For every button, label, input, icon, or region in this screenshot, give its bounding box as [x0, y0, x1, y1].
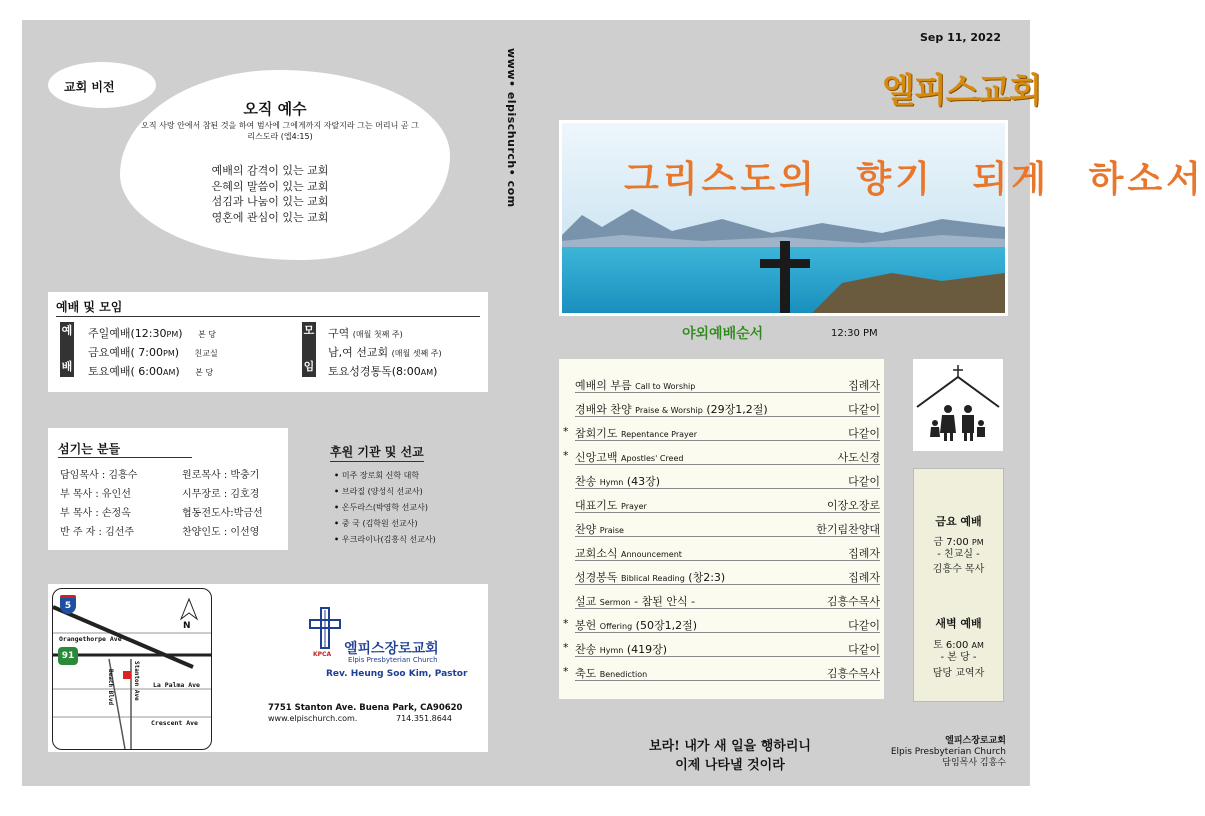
vision-label: 교회 비전: [64, 80, 115, 94]
order-item-leader: 김흥수목사: [826, 667, 880, 680]
worship-heading: 예배 및 모임: [56, 300, 123, 314]
banner-photo: [559, 120, 1205, 316]
worship-box: [48, 292, 488, 392]
route-91-shield-icon: 91: [58, 647, 78, 665]
standing-mark: *: [563, 617, 569, 630]
order-item-leader: 다같이: [848, 427, 880, 440]
street-label: Stanton Ave: [133, 661, 140, 701]
order-item-rule: [575, 536, 880, 537]
church-name-ko: 엘피스장로교회: [344, 641, 439, 657]
dawn-service-time: 토 6:00 AM: [933, 640, 984, 651]
order-item: [559, 593, 884, 617]
cross-silhouette: [780, 241, 790, 313]
order-item-name: 봉헌 Offering (50장1,2절): [575, 619, 697, 632]
order-item-name: 교회소식 Announcement: [575, 547, 682, 560]
order-item-rule: [575, 584, 880, 585]
order-item-leader: 집례자: [848, 547, 880, 560]
vision-title: 오직 예수: [243, 100, 307, 118]
order-item-leader: 집례자: [848, 571, 880, 584]
order-item-rule: [575, 656, 880, 657]
mission-item: • 중 국 (김학원 선교사): [334, 516, 436, 532]
meeting-tag-char: 임: [303, 360, 315, 373]
footer-pastor: 담임목사 김흥수: [942, 758, 1006, 768]
mission-item: • 우크라이나(김흥식 선교사): [334, 532, 436, 548]
meeting-tag-char: 모: [303, 324, 315, 337]
order-item-leader: 다같이: [848, 643, 880, 656]
order-item: [559, 617, 884, 641]
missions-heading: 후원 기관 및 선교: [330, 443, 424, 462]
vision-line: 섬김과 나눔이 있는 교회: [211, 195, 329, 208]
order-item-rule: [575, 440, 880, 441]
family-church-icon: [913, 359, 1003, 451]
servants-rule: [58, 457, 192, 458]
order-item-leader: 집례자: [848, 379, 880, 392]
family-church-box: [913, 359, 1003, 451]
friday-service-title: 금요 예배: [935, 515, 982, 528]
order-item: [559, 425, 884, 449]
order-item: [559, 665, 884, 689]
order-item-leader: 이장오장로: [826, 499, 880, 512]
pastor-name: Rev. Heung Soo Kim, Pastor: [326, 669, 468, 679]
order-item-name: 축도 Benediction: [575, 667, 648, 680]
servant-row: 부 목사 : 유인선 시무장로 : 김호경: [60, 489, 260, 500]
standing-mark: *: [563, 665, 569, 678]
standing-mark: *: [563, 641, 569, 654]
order-item-name: 성경봉독 Biblical Reading (창2:3): [575, 571, 726, 584]
north-label: N: [183, 621, 191, 631]
order-item-leader: 다같이: [848, 403, 880, 416]
worship-tag-char: 배: [61, 360, 73, 373]
dawn-service-place: - 본 당 -: [940, 652, 977, 663]
order-item: [559, 473, 884, 497]
order-item-name: 대표기도 Prayer: [575, 499, 647, 512]
footer-church-en: Elpis Presbyterian Church: [890, 747, 1006, 757]
vision-line: 예배의 감격이 있는 교회: [211, 164, 329, 177]
map-church-marker: [123, 671, 131, 679]
order-item: [559, 641, 884, 665]
order-item-leader: 사도신경: [837, 451, 880, 464]
street-label: Beach Blvd: [107, 669, 114, 706]
standing-mark: *: [563, 425, 569, 438]
order-item-rule: [575, 632, 880, 633]
church-url-vertical[interactable]: www• elpischurch• com: [505, 48, 518, 208]
meeting-tag: [302, 322, 316, 377]
worship-rule: [56, 316, 480, 317]
vision-lines: [170, 163, 370, 225]
street-label: Crescent Ave: [151, 719, 198, 727]
mission-item: • 미주 장로회 신학 대학: [334, 468, 436, 484]
order-item: [559, 497, 884, 521]
order-item: [559, 521, 884, 545]
church-phone[interactable]: 714.351.8644: [396, 714, 452, 723]
order-item-rule: [575, 680, 880, 681]
order-item-name: 경배와 찬양 Praise & Worship (29장1,2절): [575, 403, 768, 416]
worship-tag: [60, 322, 74, 377]
church-website[interactable]: www.elpischurch.com.: [268, 714, 358, 723]
order-item-rule: [575, 488, 880, 489]
order-item: [559, 569, 884, 593]
order-item: [559, 545, 884, 569]
north-arrow-icon: [181, 599, 197, 619]
order-item-leader: 김흥수목사: [826, 595, 880, 608]
mission-item: • 온두라스(박영학 선교사): [334, 500, 436, 516]
servants-box: [48, 428, 288, 550]
verse-line: 보라! 내가 새 일을 행하리니: [649, 739, 811, 754]
meeting-row: 구역 (매월 첫째 주): [328, 327, 403, 340]
order-item: [559, 449, 884, 473]
footer-church-ko: 엘피스장로교회: [945, 736, 1006, 746]
vision-line: 영혼에 관심이 있는 교회: [211, 210, 329, 224]
scripture-verse: [620, 737, 840, 775]
friday-service-leader: 김흥수 목사: [932, 564, 985, 575]
worship-tag-char: 예: [61, 324, 73, 337]
order-item: [559, 377, 884, 401]
church-address: 7751 Stanton Ave. Buena Park, CA90620: [268, 703, 463, 713]
order-item-rule: [575, 608, 880, 609]
order-time: 12:30 PM: [831, 328, 878, 339]
order-item-rule: [575, 416, 880, 417]
order-item-rule: [575, 464, 880, 465]
order-item-rule: [575, 560, 880, 561]
dawn-service-title: 새벽 예배: [935, 617, 982, 630]
servant-row: 부 목사 : 손정옥 협동전도사:박금선: [60, 508, 263, 519]
vision-line: 은혜의 말씀이 있는 교회: [211, 179, 329, 193]
order-item-name: 신앙고백 Apostles' Creed: [575, 451, 684, 464]
friday-service-time: 금 7:00 PM: [933, 537, 984, 548]
order-item-leader: 다같이: [848, 475, 880, 488]
order-title: 야외예배순서: [682, 326, 764, 342]
worship-row: 토요예배( 6:00AM) 본 당: [88, 365, 214, 378]
missions-list: [334, 468, 436, 548]
order-item-rule: [575, 512, 880, 513]
order-item-name: 찬송 Hymn (43장): [575, 475, 661, 488]
dawn-service-leader: 담당 교역자: [932, 668, 985, 679]
order-of-service-box: [559, 359, 884, 699]
servant-row: 반 주 자 : 김선주 찬양인도 : 이선영: [60, 527, 260, 538]
order-item-rule: [575, 392, 880, 393]
church-logo-title: 엘피스교회: [882, 71, 1042, 111]
servants-heading: 섬기는 분들: [58, 442, 121, 456]
bulletin-date: Sep 11, 2022: [920, 31, 1002, 44]
worship-row: 금요예배( 7:00PM) 친교실: [88, 346, 218, 359]
meeting-row: 토요성경통독(8:00AM): [328, 365, 438, 378]
order-item-name: 찬양 Praise: [575, 523, 624, 536]
servant-row: 담임목사 : 김흥수 원로목사 : 박충기: [60, 470, 260, 481]
verse-line: 이제 나타낼 것이라: [675, 758, 785, 773]
kpca-badge: KPCA: [313, 651, 332, 658]
friday-service-place: - 친교실 -: [937, 549, 980, 560]
meeting-row: 남,여 선교회 (매월 셋째 주): [328, 346, 442, 359]
worship-row: 주일예배(12:30PM) 본 당: [88, 327, 217, 340]
order-item-name: 찬송 Hymn (419장): [575, 643, 668, 656]
order-item: [559, 401, 884, 425]
order-item-name: 설교 Sermon - 참된 안식 -: [575, 595, 696, 608]
street-label: La Palma Ave: [153, 681, 200, 689]
street-label: Orangethorpe Ave: [59, 635, 122, 643]
banner-text: 그리스도의 향기 되게 하소서: [624, 159, 1205, 200]
schedule-box: [913, 468, 1004, 702]
order-item-leader: 한기림찬양대: [816, 523, 880, 536]
footer-info: [858, 736, 1006, 769]
location-map[interactable]: [52, 588, 212, 750]
standing-mark: *: [563, 449, 569, 462]
interstate-5-shield-icon: 5: [60, 595, 76, 614]
order-item-name: 참회기도 Repentance Prayer: [575, 427, 697, 440]
order-item-name: 예배의 부름 Call to Worship: [575, 379, 696, 392]
mission-item: • 브라질 (양성식 선교사): [334, 484, 436, 500]
order-item-leader: 다같이: [848, 619, 880, 632]
vision-verse: 오직 사랑 안에서 참된 것을 하여 범사에 그에게까지 자랄지라 그는 머리니 곧 그리스도라 (엡4:15): [141, 121, 419, 141]
church-name-en: Elpis Presbyterian Church: [348, 656, 438, 664]
